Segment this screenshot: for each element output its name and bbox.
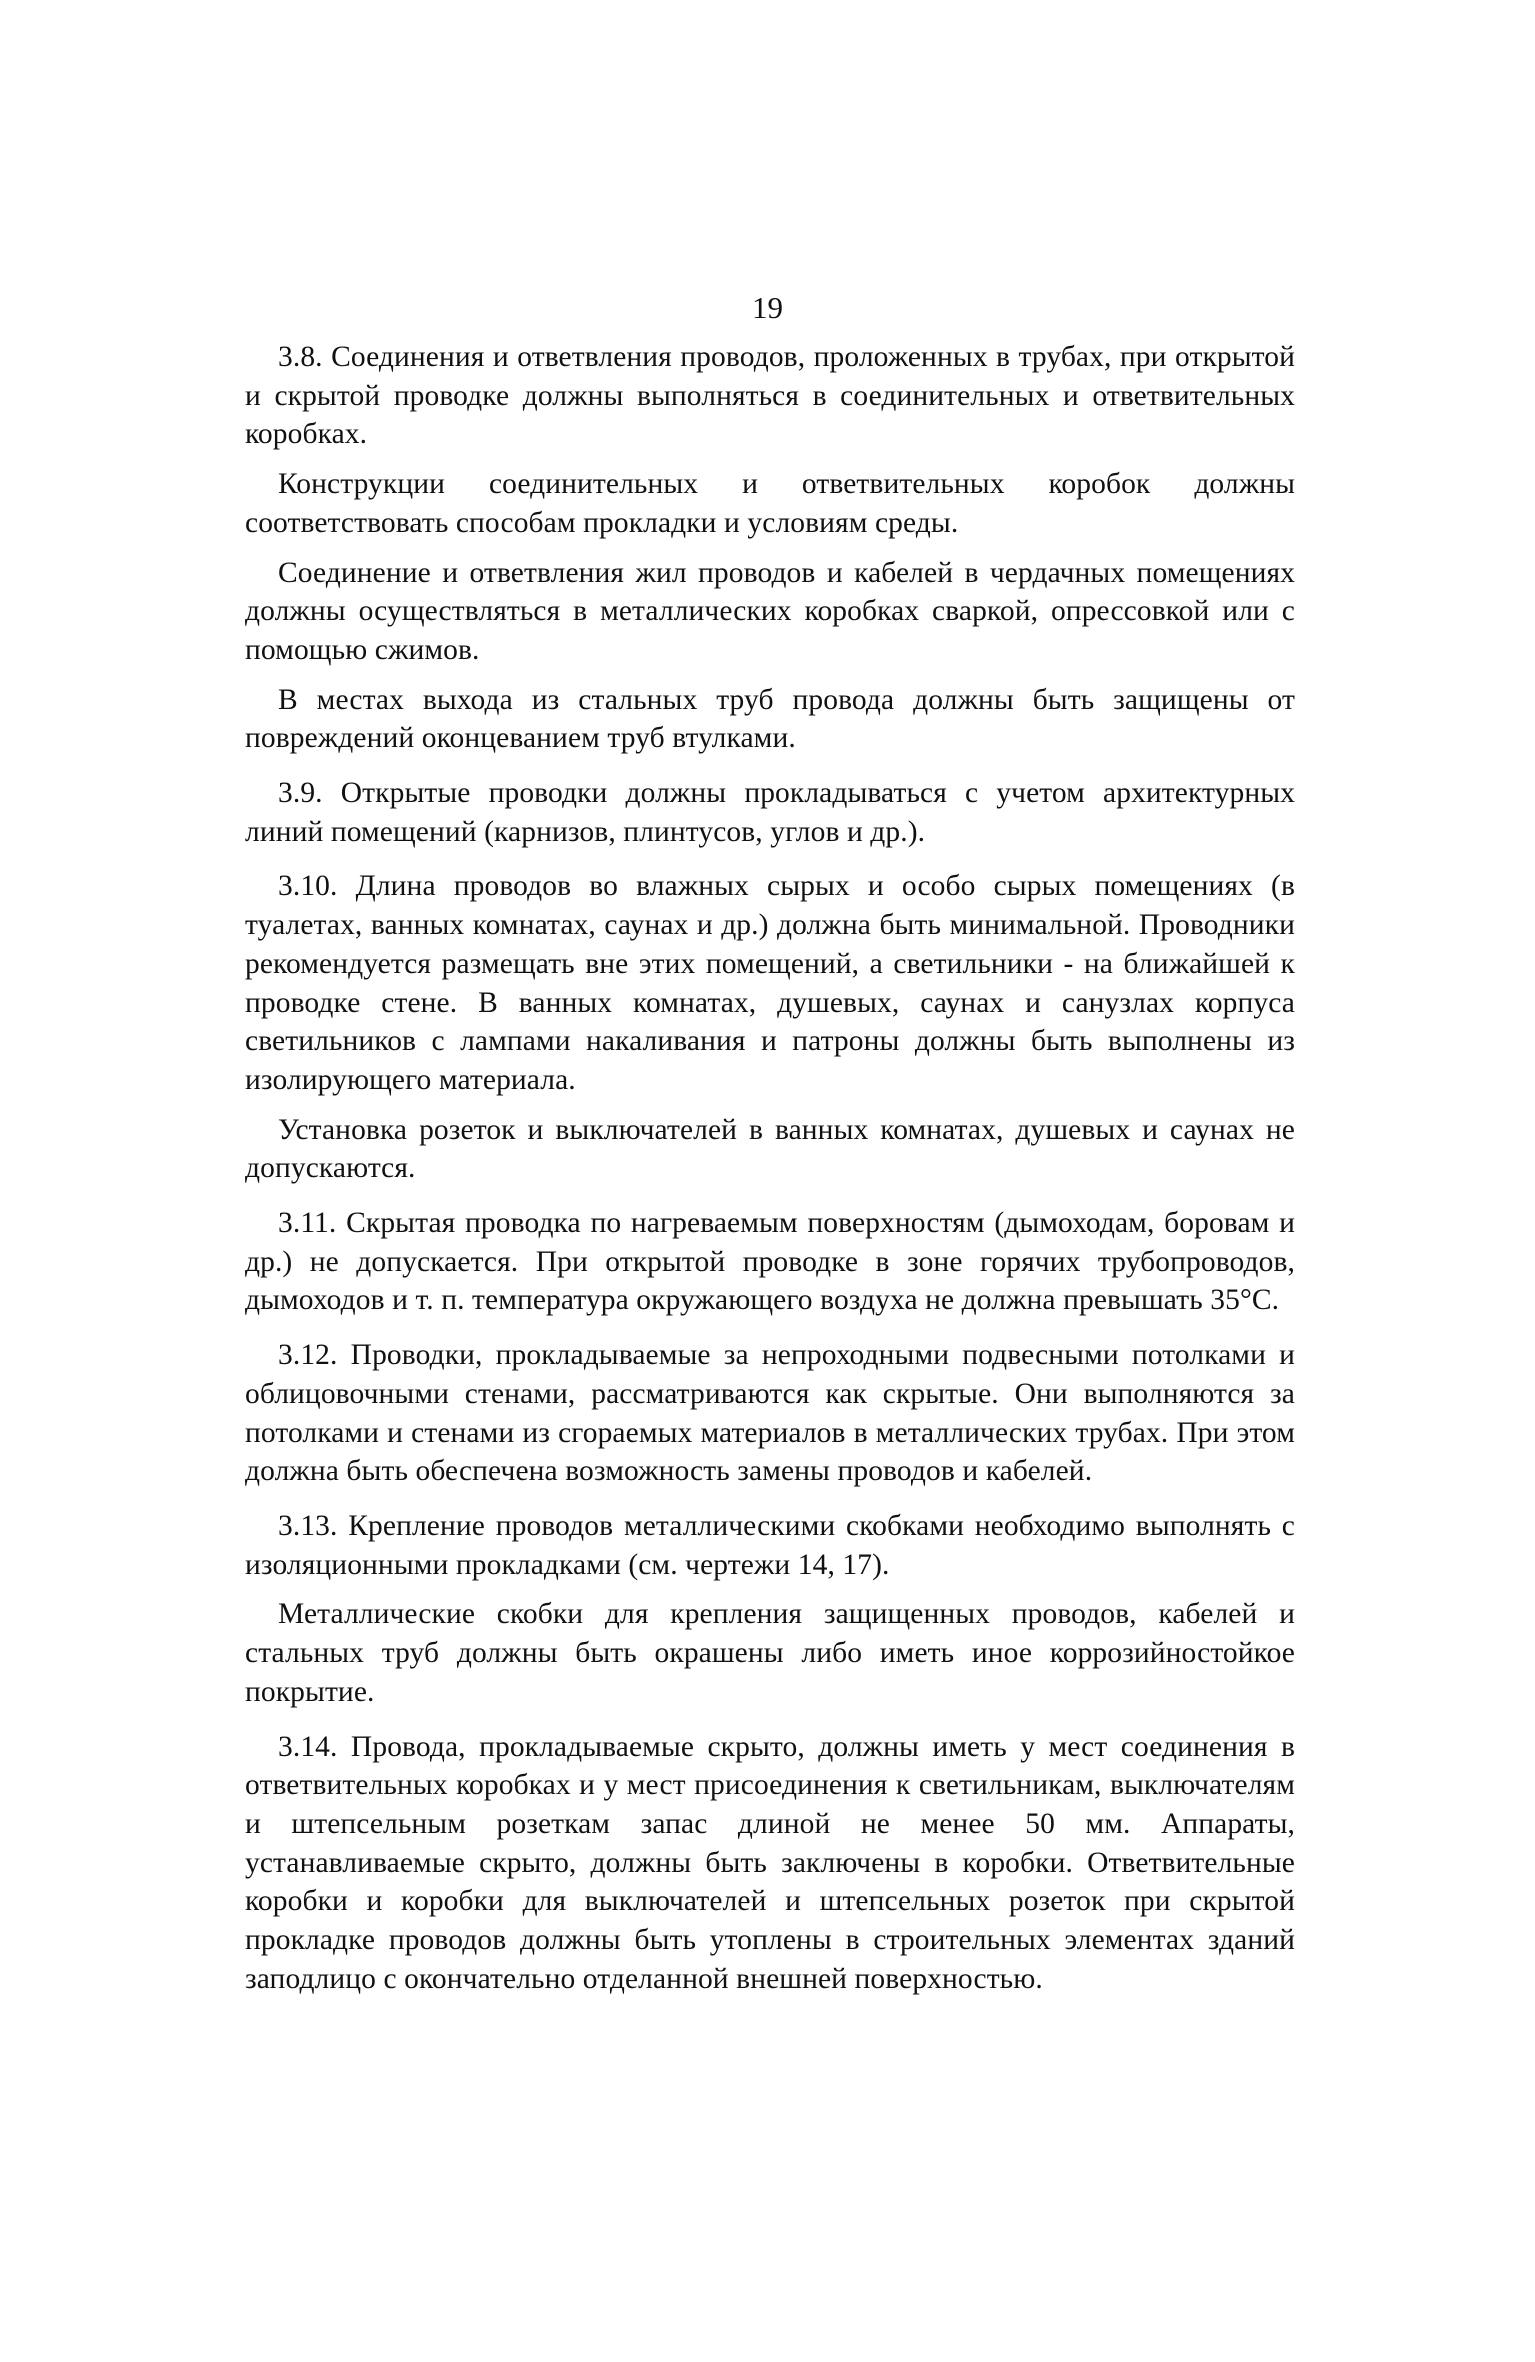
paragraph-3-14: 3.14. Провода, прокладываемые скрыто, должны иметь у мест соединения в ответвительных коробках и у мест присоединения к светильникам, выключателям и штепсельным розеткам запас длиной не менее 50 мм. Аппараты, устанавливаемые скрыто, должны быть заключены в коробки. Ответвительные коробки и коробки для выключателей и штепсельных розеток при скрытой прокладке проводов должны быть утоплены в строительных элементах зданий заподлицо с окончательно отделанной внешней поверхностью. bbox=[245, 1730, 1295, 1995]
paragraph-3-12: 3.12. Проводки, прокладываемые за непроходными подвесными потолками и облицовочными стенами, рассматриваются как скрытые. Они выполняются за потолками и стенами из сгораемых материалов в металлических трубах. При этом должна быть обеспечена возможность замены проводов и кабелей. bbox=[245, 1339, 1295, 1488]
document-body bbox=[245, 338, 1295, 1998]
paragraph-3-8-attic: Соединение и ответвления жил проводов и кабелей в чердачных помещениях должны осуществляться в металлических коробках сваркой, опрессовкой или с помощью сжимов. bbox=[245, 556, 1295, 666]
paragraph-3-13-brackets: Металлические скобки для крепления защищенных проводов, кабелей и стальных труб должны быть окрашены либо иметь иное коррозийностойкое покрытие. bbox=[245, 1598, 1295, 1708]
paragraph-3-11: 3.11. Скрытая проводка по нагреваемым поверхностям (дымоходам, боровам и др.) не допускается. При открытой проводке в зоне горячих трубопроводов, дымоходов и т. п. температура окружающего воздуха не должна превышать 35°С. bbox=[245, 1207, 1295, 1317]
paragraph-3-13: 3.13. Крепление проводов металлическими скобками необходимо выполнять с изоляционными прокладками (см. чертежи 14, 17). bbox=[245, 1509, 1295, 1581]
paragraph-3-10-sockets: Установка розеток и выключателей в ванных комнатах, душевых и саунах не допускаются. bbox=[245, 1113, 1295, 1185]
paragraph-3-10: 3.10. Длина проводов во влажных сырых и особо сырых помещениях (в туалетах, ванных комнатах, саунах и др.) должна быть минимальной. Проводники рекомендуется размещать вне этих помещений, а светильники - на ближайшей к проводке стене. В ванных комнатах, душевых, саунах и санузлах корпуса светильников с лампами накаливания и патроны должны быть выполнены из изолирующего материала. bbox=[245, 870, 1295, 1096]
paragraph-3-8: 3.8. Соединения и ответвления проводов, проложенных в трубах, при открытой и скрытой проводке должны выполняться в соединительных и ответвительных коробках. bbox=[245, 341, 1295, 451]
page-number: 19 bbox=[752, 290, 783, 325]
paragraph-3-8-constructions: Конструкции соединительных и ответвительных коробок должны соответствовать способам прокладки и условиям среды. bbox=[245, 468, 1295, 539]
paragraph-3-9: 3.9. Открытые проводки должны прокладываться с учетом архитектурных линий помещений (карнизов, плинтусов, углов и др.). bbox=[245, 777, 1295, 848]
paragraph-3-8-pipe-exit: В местах выхода из стальных труб провода должны быть защищены от повреждений оконцеванием труб втулками. bbox=[245, 683, 1295, 755]
